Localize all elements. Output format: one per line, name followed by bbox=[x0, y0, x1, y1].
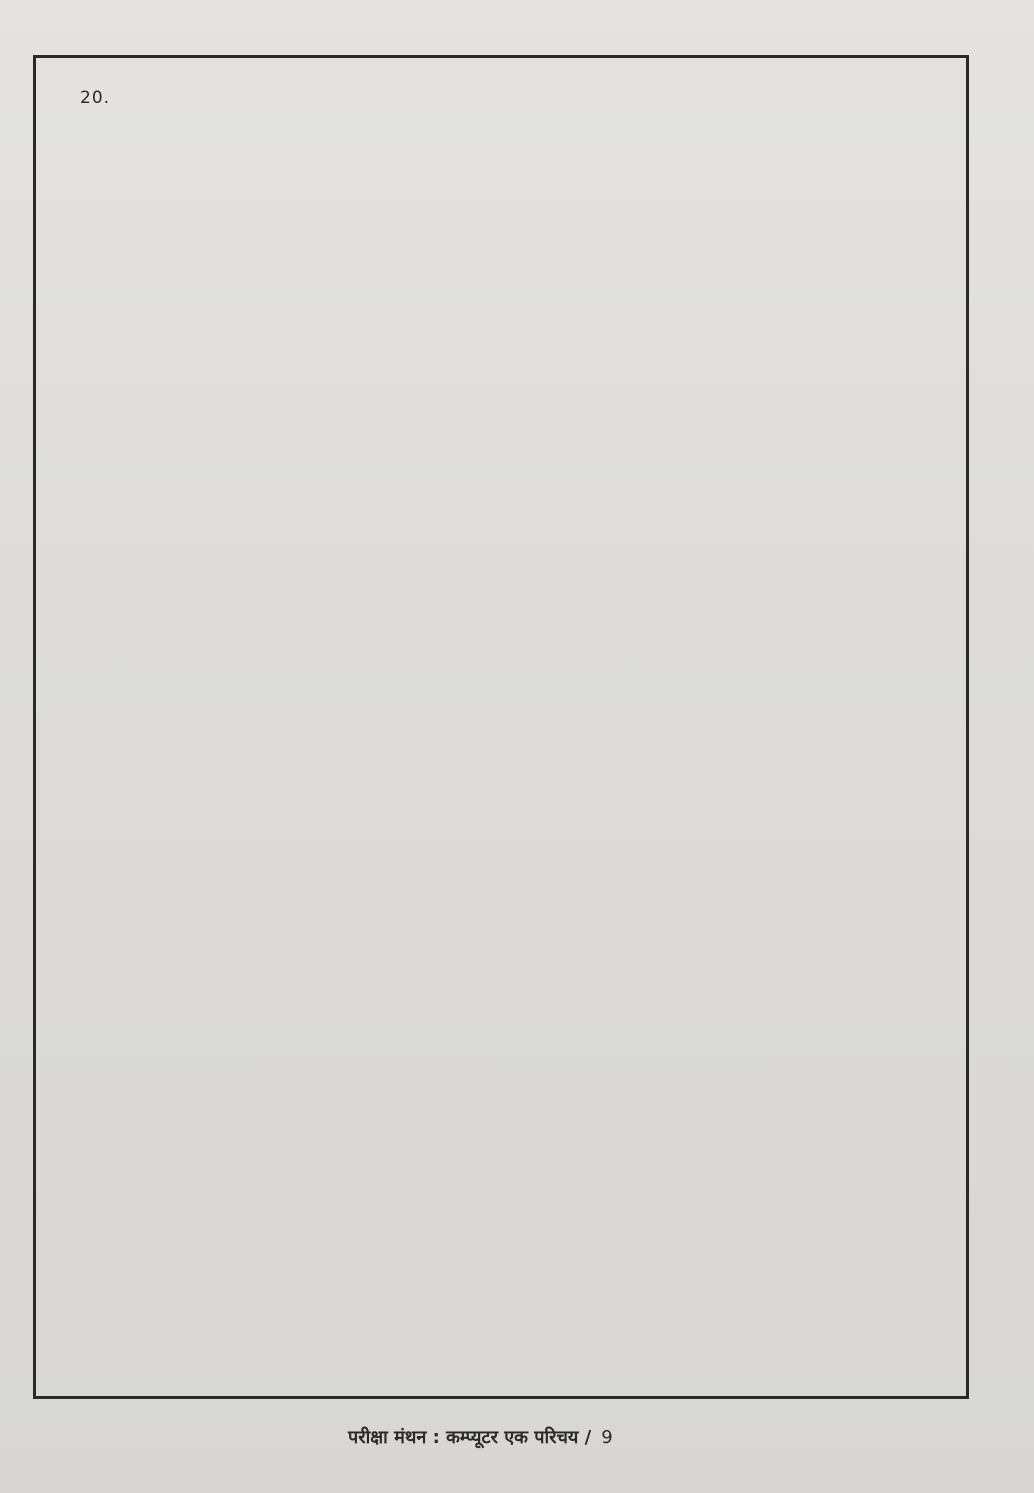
page-footer bbox=[348, 1425, 613, 1449]
page-number: 9 bbox=[601, 1427, 613, 1448]
item-number: 20. bbox=[80, 88, 111, 108]
content-frame bbox=[33, 55, 969, 1399]
book-title: परीक्षा मंथन : कम्प्यूटर एक परिचय / bbox=[348, 1427, 592, 1448]
